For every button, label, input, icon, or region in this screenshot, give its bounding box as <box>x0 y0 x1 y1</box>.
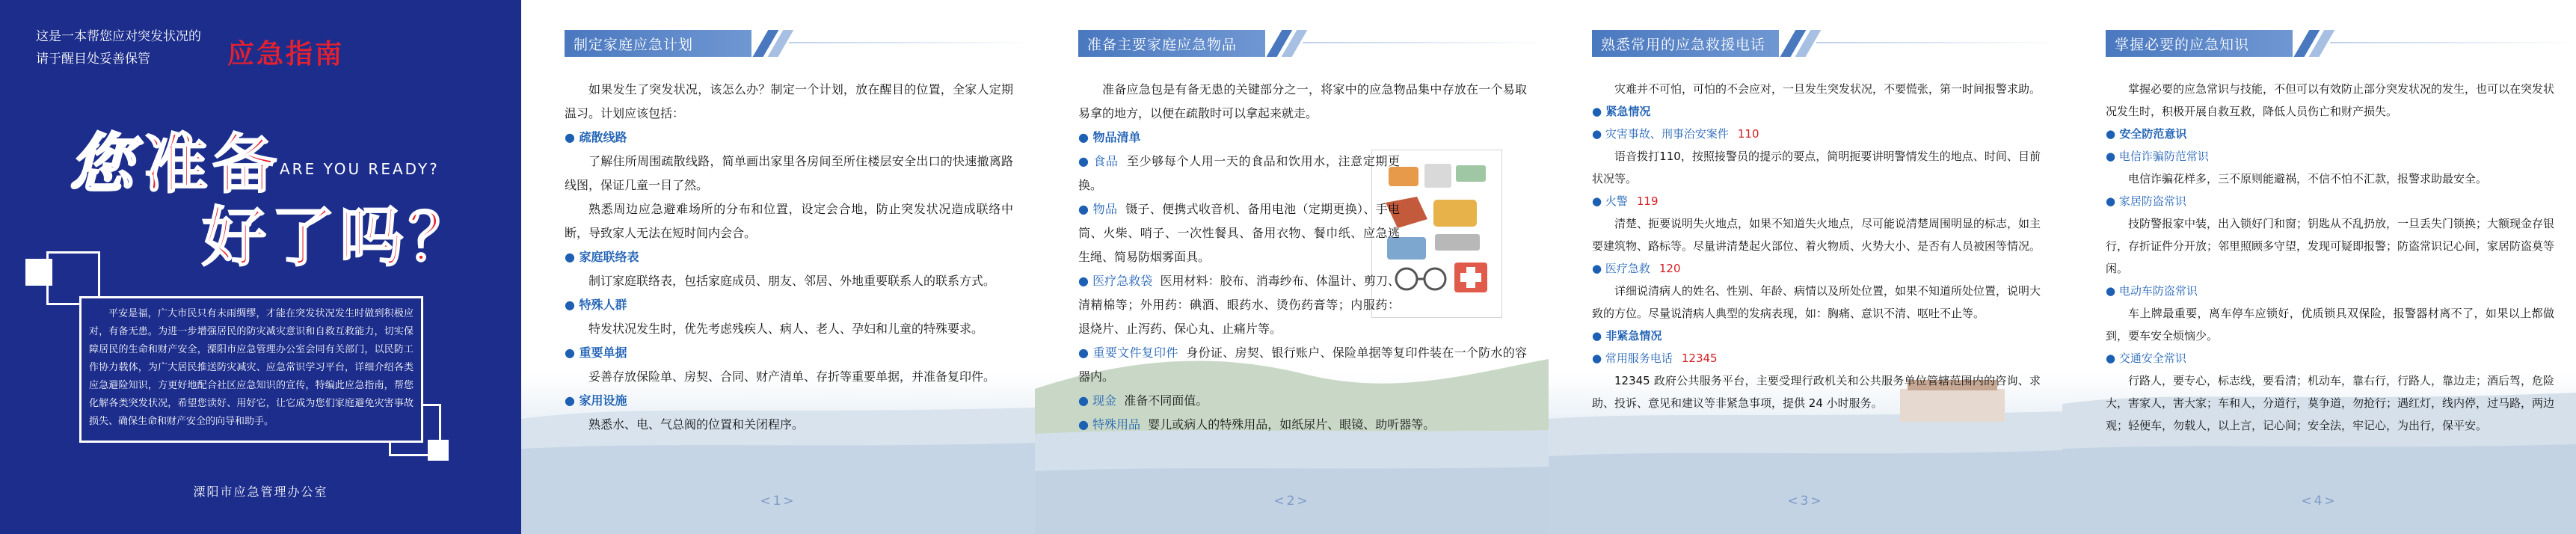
section-heading: ● 家用设施 <box>565 389 1013 413</box>
paragraph: 行路人，要专心，标志线，要看清；机动车，靠右行，行路人，靠边走；酒后驾，危险大，害家人，害大家；车和人，分道行，莫争道，勿抢行；遇红灯，线内停，过马路，两边观；轻便车，勿载人，以上言，记心间；安全法，牢记心，为出行，保平安。 <box>2106 374 2555 432</box>
supply-text: 婴儿或病人的特殊用品，如纸尿片、眼镜、助听器等。 <box>1148 417 1436 432</box>
section-heading: ● 紧急情况 <box>1592 100 2041 123</box>
paragraph: 详细说清病人的姓名、性别、年龄、病情以及所处位置，如果不知道所处位置，说明大致的方位。尽量说清病人典型的发病表现，如：胸痛、意识不清、呕吐不止等。 <box>1592 284 2041 320</box>
supply-item <box>1078 413 1527 437</box>
cover-panel <box>0 0 521 534</box>
section-heading: ● 家庭联络表 <box>565 245 1013 269</box>
supply-text: 医用材料：胶布、消毒纱布、体温计、剪刀、清精棉等；外用药：碘酒、眼药水、烫伤药膏等；内服药：退烧片、止泻药、保心丸、止痛片等。 <box>1078 274 1400 336</box>
supply-item <box>1078 197 1527 269</box>
supply-item <box>1078 269 1527 341</box>
page-number: <2> <box>1273 494 1310 509</box>
paragraph: 制订家庭联络表，包括家庭成员、朋友、邻居、外地重要联系人的联系方式。 <box>588 274 996 288</box>
supply-item <box>1078 150 1527 197</box>
cover-organization: 溧阳市应急管理办公室 <box>193 485 328 499</box>
paragraph: 技防警报家中装，出入锁好门和窗；钥匙从不乱扔放，一旦丢失门锁换；大额现金存银行，存折证件分开放；邻里照顾多守望，发现可疑即报警；防盗常识记心间，家居防盗莫等闲。 <box>2106 217 2555 275</box>
paragraph: 如果发生了突发状况，该怎么办？制定一个计划，放在醒目的位置，全家人定期温习。计划应该包括： <box>565 82 1013 120</box>
paragraph: 12345 政府公共服务平台，主要受理行政机关和公共服务单位管辖范围内的咨询、求助、投诉、意见和建议等非紧急事项，提供 24 小时服务。 <box>1592 374 2041 410</box>
headline-haolema: 好了吗？ <box>202 200 477 275</box>
supply-lead: ● 食品 <box>1078 154 1119 168</box>
phone-line <box>1592 190 2041 212</box>
panel-header <box>2106 30 2576 57</box>
header-line <box>789 42 1035 43</box>
paragraph: 车上牌最重要，离车停车应锁好，优质锁具双保险，报警器材离不了，如果以上都做到，要车安全烦恼少。 <box>2106 307 2554 343</box>
header-line <box>1303 42 1549 43</box>
panel-content <box>565 78 1013 437</box>
panel-title: 掌握必要的应急知识 <box>2115 37 2250 53</box>
phone-label: 常用服务电话 <box>1605 352 1673 365</box>
paragraph: 掌握必要的应急常识与技能，不但可以有效防止部分突发状况的发生，也可以在突发状况发生时，积极开展自救互救，降低人员伤亡和财产损失。 <box>2106 82 2555 118</box>
panel-title: 熟悉常用的应急救援电话 <box>1601 37 1766 53</box>
phone-line <box>1592 257 2041 280</box>
guide-title: 应急指南 <box>227 39 345 70</box>
phone-number: 119 <box>1636 194 1659 208</box>
section-heading: ● 特殊人群 <box>565 293 1013 317</box>
subsection-heading: ● 家居防盗常识 <box>2106 190 2554 212</box>
paragraph: 了解住所周围疏散线路，简单画出家里各房间至所住楼层安全出口的快速撤离路线图，保证几童一目了然。 <box>565 154 1013 192</box>
phone-line <box>1592 347 2041 369</box>
paragraph: 灾难并不可怕，可怕的不会应对，一旦发生突发状况，不要慌张，第一时间报警求助。 <box>1614 82 2041 96</box>
phone-line <box>1592 123 2041 145</box>
section-heading: ● 安全防范意识 <box>2106 123 2554 145</box>
paragraph: 妥善存放保险单、房契、合同、财产清单、存折等重要单据，并准备复印件。 <box>588 369 996 384</box>
phone-number: 120 <box>1659 262 1681 275</box>
phone-label: 火警 <box>1605 194 1628 208</box>
panel-title: 准备主要家庭应急物品 <box>1087 37 1238 53</box>
phone-number: 110 <box>1737 127 1759 141</box>
supply-lead: ● 重要文件复印件 <box>1078 346 1178 360</box>
decor-square <box>428 440 449 461</box>
panel-emergency-phones <box>1549 0 2062 534</box>
supply-lead: ● 现金 <box>1078 393 1116 408</box>
panel-header <box>1078 30 1549 57</box>
paragraph: 熟悉水、电、气总阀的位置和关闭程序。 <box>588 417 805 432</box>
phone-label: 灾害事故、刑事治安案件 <box>1605 127 1729 141</box>
subsection-heading: ● 电信诈骗防范常识 <box>2106 145 2554 168</box>
panel-emergency-supplies <box>1035 0 1549 534</box>
supply-text: 镊子、便携式收音机、备用电池（定期更换）、手电筒、火柴、哨子、一次性餐具、备用衣物、餐巾纸、应急逃生绳、简易防烟雾面具。 <box>1078 202 1400 264</box>
subsection-heading: ● 电动车防盗常识 <box>2106 280 2554 302</box>
supply-text: 至少够每个人用一天的食品和饮用水，注意定期更换。 <box>1078 154 1400 192</box>
panel-content <box>1078 78 1527 437</box>
supply-lead: ● 特殊用品 <box>1078 417 1140 432</box>
headline-nin: 您 <box>69 127 133 202</box>
panel-content <box>1592 78 2041 414</box>
section-heading: ● 疏散线路 <box>565 126 1013 150</box>
panel-emergency-knowledge <box>2062 0 2576 534</box>
page-number: <1> <box>760 494 796 509</box>
supply-text: 身份证、房契、银行账户、保险单据等复印件装在一个防水的容器内。 <box>1078 346 1527 384</box>
cover-intro-line2: 请于醒目处妥善保管 <box>36 52 150 67</box>
section-heading: ● 物品清单 <box>1078 126 1527 150</box>
supply-lead: ● 医疗急救袋 <box>1078 274 1152 288</box>
header-line <box>2330 42 2576 43</box>
headline-are-you-ready: ARE YOU READY? <box>280 160 440 178</box>
supply-item <box>1078 389 1527 413</box>
page-number: <3> <box>1787 494 1824 509</box>
paragraph: 熟悉周边应急避难场所的分布和位置，设定会合地，防止突发状况造成联络中断，导致家人无法在短时间内会合。 <box>565 202 1013 240</box>
supply-lead: ● 物品 <box>1078 202 1117 216</box>
panel-family-plan <box>521 0 1035 534</box>
phone-label: 医疗急救 <box>1605 262 1650 275</box>
section-heading: ● 重要单据 <box>565 341 1013 365</box>
cover-intro <box>36 25 201 70</box>
headline-zhunbei: 准备 <box>144 127 281 202</box>
panel-header <box>1592 30 2062 57</box>
paragraph: 语音拨打110，按照接警员的提示的要点，简明扼要讲明警情发生的地点、时间、目前状况等。 <box>1592 150 2041 185</box>
cover-body-text: 平安是福，广大市民只有未雨绸缪，才能在突发状况发生时做到积极应对，有备无患。为进一步增强居民的防灾减灾意识和自救互救能力，切实保障居民的生命和财产安全，溧阳市应急管理办公室会同有关部门，以民防工作协力载体，为广大居民推送防灾减灾、应急常识学习平台，详细介绍各类应急避险知识，方更好地配合社区应急知识的宣传，特编此应急指南，帮您化解各类突发状况，希望您读好、用好它，让它成为您们家庭避免灾害事故损失、确保生命和财产安全的向导和助手。 <box>79 296 423 443</box>
phone-number: 12345 <box>1681 352 1718 365</box>
subsection-heading: ● 交通安全常识 <box>2106 347 2554 369</box>
section-heading: ● 非紧急情况 <box>1592 325 2041 347</box>
panel-content <box>2106 78 2554 437</box>
supply-item <box>1078 341 1527 389</box>
paragraph: 电信诈骗花样多，三不原则能避祸，不信不怕不汇款，报警求助最安全。 <box>2128 172 2488 185</box>
supply-text: 准备不同面值。 <box>1124 393 1208 408</box>
paragraph: 准备应急包是有备无患的关键部分之一，将家中的应急物品集中存放在一个易取易拿的地方，以便在疏散时可以拿起来就走。 <box>1078 82 1527 120</box>
header-line <box>1816 42 2062 43</box>
panel-title: 制定家庭应急计划 <box>574 37 694 53</box>
paragraph: 特发状况发生时，优先考虑残疾人、病人、老人、孕妇和儿童的特殊要求。 <box>588 322 984 336</box>
paragraph: 清楚、扼要说明失火地点，如果不知道失火地点，尽可能说清楚周围明显的标志，如主要建筑物、路标等。尽量讲清楚起火部位、着火物质、火势大小、是否有人员被困等情况。 <box>1592 217 2041 253</box>
page-number: <4> <box>2301 494 2337 509</box>
panel-header <box>565 30 1035 57</box>
cover-intro-line1: 这是一本帮您应对突发状况的 <box>36 29 201 44</box>
